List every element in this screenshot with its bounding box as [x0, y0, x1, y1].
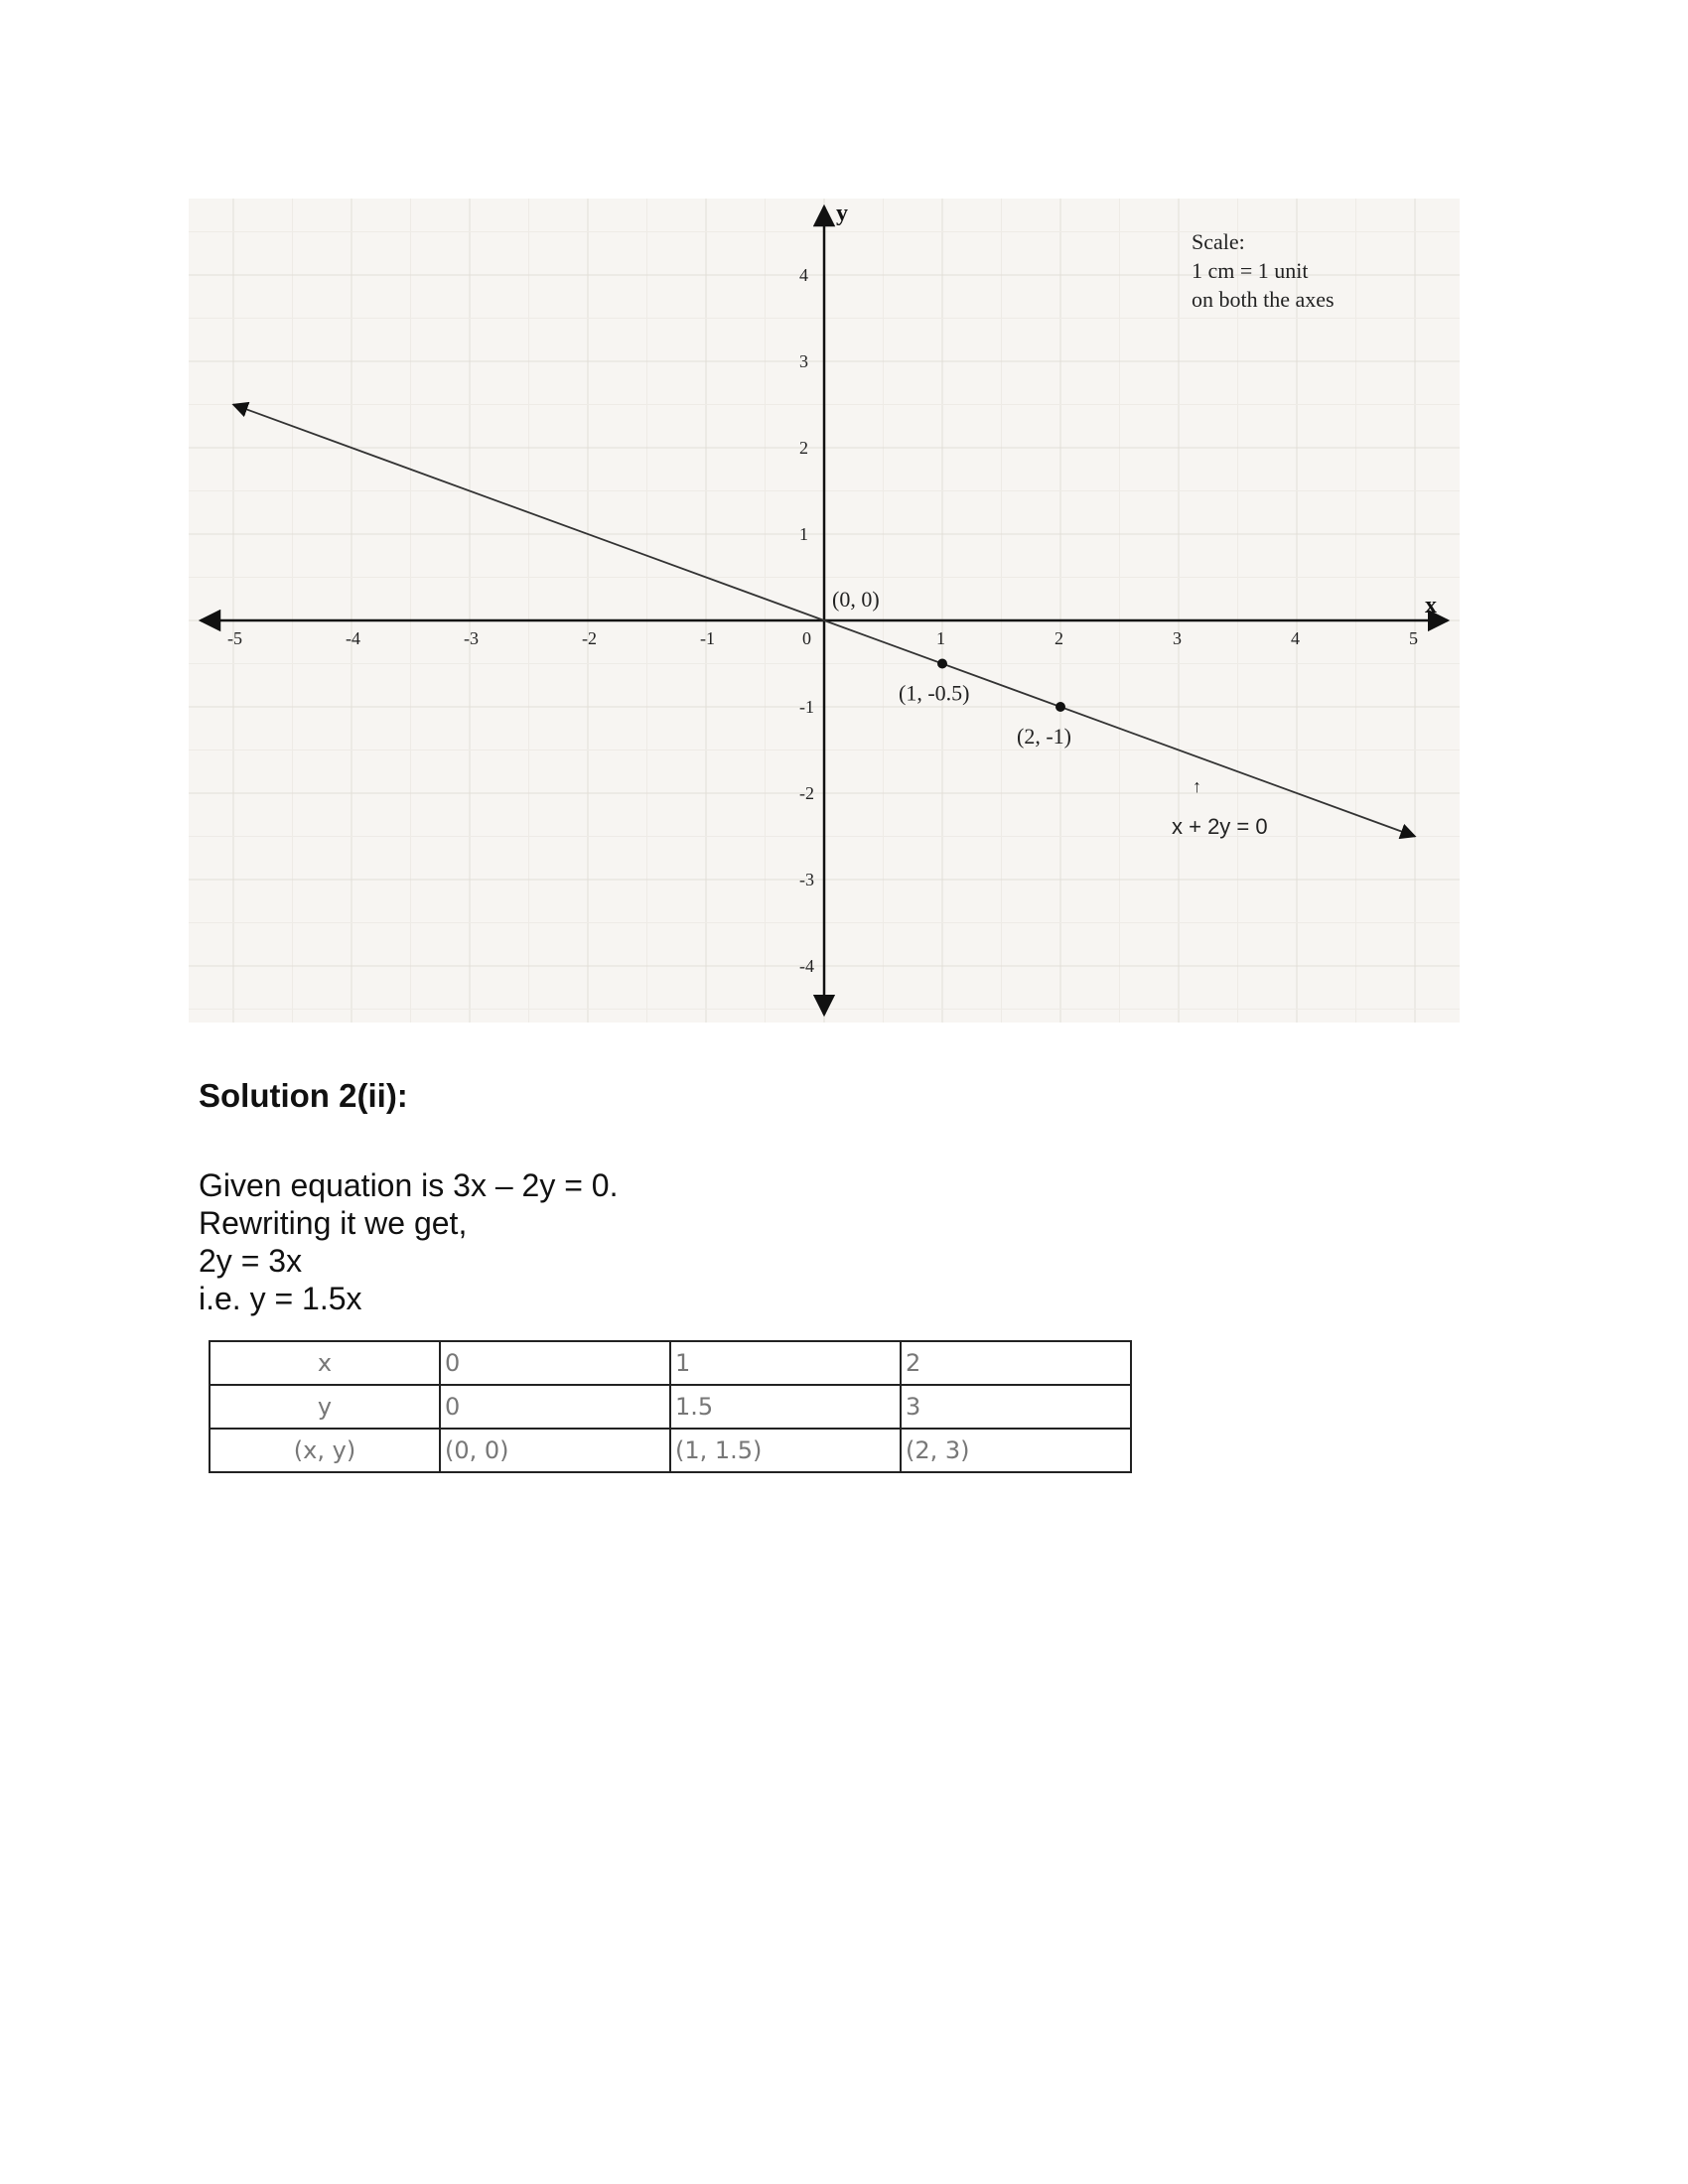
y-tick-label: 1: [799, 524, 808, 544]
data-point: [937, 659, 947, 669]
table-row-y: [210, 1385, 1131, 1429]
table-cell: 0: [440, 1385, 670, 1429]
table-cell: 2: [901, 1341, 1131, 1385]
table-cell: 1: [670, 1341, 901, 1385]
x-tick-label: 4: [1291, 628, 1300, 648]
solution-line-result: i.e. y = 1.5x: [199, 1281, 362, 1316]
row-header-y: y: [210, 1385, 440, 1429]
table-cell: (2, 3): [901, 1429, 1131, 1472]
scale-line-2: 1 cm = 1 unit: [1192, 258, 1309, 283]
x-tick-label: 3: [1173, 628, 1182, 648]
graph-figure: [189, 199, 1460, 1023]
y-axis-label: y: [836, 201, 848, 226]
data-point-label: (1, -0.5): [899, 680, 970, 706]
solution-line-rewriting: Rewriting it we get,: [199, 1205, 468, 1241]
solution-heading: Solution 2(ii):: [199, 1077, 408, 1114]
row-header-xy: (x, y): [210, 1429, 440, 1472]
x-tick-label: -5: [227, 628, 242, 648]
data-point: [1055, 702, 1065, 712]
x-tick-label: 1: [936, 628, 945, 648]
x-tick-label: -4: [346, 628, 360, 648]
x-tick-label: 2: [1055, 628, 1063, 648]
table-cell: 1.5: [670, 1385, 901, 1429]
y-tick-label: -2: [799, 783, 814, 803]
table-row-xy: [210, 1429, 1131, 1472]
table-row-x: [210, 1341, 1131, 1385]
table-cell: 3: [901, 1385, 1131, 1429]
y-tick-label: 4: [799, 265, 808, 285]
table-cell: 0: [440, 1341, 670, 1385]
line-graph: [189, 199, 1460, 1023]
table-cell: (0, 0): [440, 1429, 670, 1472]
row-header-x: x: [210, 1341, 440, 1385]
y-tick-label: 3: [799, 351, 808, 371]
values-table: [209, 1340, 1132, 1473]
x-tick-label: -1: [700, 628, 715, 648]
solution-line-given: Given equation is 3x – 2y = 0.: [199, 1167, 619, 1203]
x-tick-label: -2: [582, 628, 597, 648]
data-point-label: (2, -1): [1017, 724, 1071, 749]
x-tick-label: -3: [464, 628, 479, 648]
y-tick-label: 2: [799, 438, 808, 458]
table-cell: (1, 1.5): [670, 1429, 901, 1472]
equation-label: x + 2y = 0: [1172, 814, 1268, 839]
equation-pointer-arrow: ↑: [1193, 776, 1201, 796]
x-axis-label: x: [1425, 593, 1437, 618]
scale-line-1: Scale:: [1192, 229, 1245, 254]
solution-body: [199, 1166, 618, 1317]
x-tick-label: 5: [1409, 628, 1418, 648]
data-point-label: (0, 0): [832, 587, 880, 612]
x-tick-label: 0: [802, 628, 811, 648]
y-tick-label: -1: [799, 697, 814, 717]
y-tick-label: -4: [799, 956, 814, 976]
scale-line-3: on both the axes: [1192, 287, 1335, 312]
solution-line-equation: 2y = 3x: [199, 1243, 303, 1279]
y-tick-label: -3: [799, 870, 814, 889]
